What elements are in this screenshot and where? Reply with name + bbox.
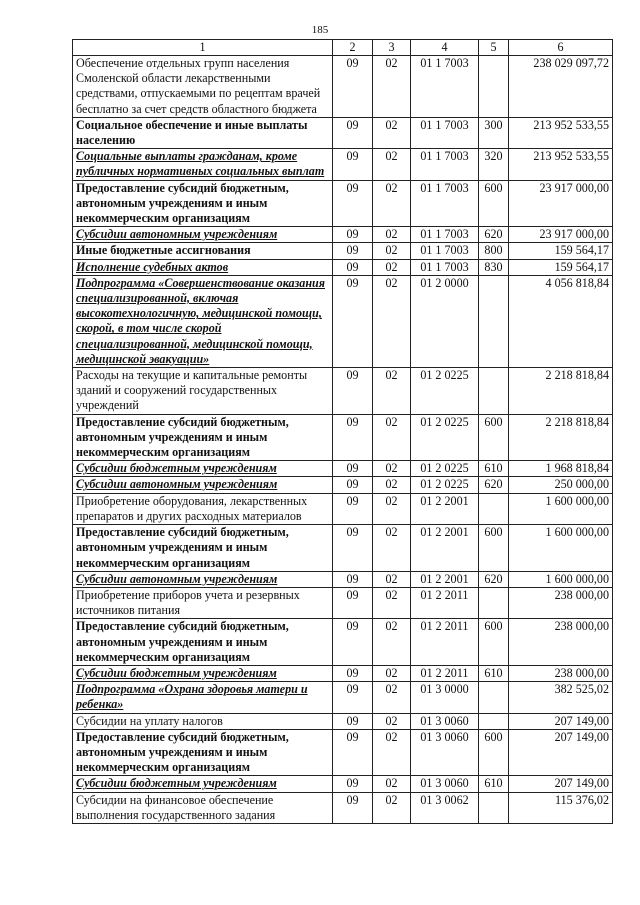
- row-section: 09: [333, 180, 373, 227]
- row-amount: 23 917 000,00: [509, 180, 613, 227]
- row-name: Иные бюджетные ассигнования: [73, 243, 333, 259]
- row-section: 09: [333, 571, 373, 587]
- row-subsection: 02: [373, 776, 411, 792]
- row-section: 09: [333, 776, 373, 792]
- row-name-text: Субсидии бюджетным учреждениям: [76, 665, 277, 680]
- row-expense-type: 620: [479, 227, 509, 243]
- row-expense-type: 320: [479, 149, 509, 180]
- row-name-text: Исполнение судебных актов: [76, 259, 229, 274]
- row-subsection: 02: [373, 180, 411, 227]
- row-section: 09: [333, 461, 373, 477]
- row-expense-type: 610: [479, 461, 509, 477]
- row-amount: 250 000,00: [509, 477, 613, 493]
- row-amount: 2 218 818,84: [509, 368, 613, 415]
- row-name: [73, 477, 333, 493]
- row-target-code: 01 1 7003: [411, 56, 479, 118]
- row-name-text: Субсидии автономным учреждениям: [76, 477, 278, 492]
- row-target-code: 01 3 0062: [411, 792, 479, 823]
- row-expense-type: 600: [479, 180, 509, 227]
- row-target-code: 01 2 2001: [411, 493, 479, 524]
- row-section: 09: [333, 227, 373, 243]
- row-expense-type: 600: [479, 525, 509, 572]
- row-name: Субсидии на уплату налогов: [73, 713, 333, 729]
- row-section: 09: [333, 713, 373, 729]
- column-header: 5: [479, 40, 509, 56]
- row-amount: 4 056 818,84: [509, 275, 613, 367]
- row-section: 09: [333, 525, 373, 572]
- row-name-text: Субсидии автономным учреждениям: [76, 227, 278, 242]
- table-row: [73, 477, 613, 493]
- row-target-code: 01 1 7003: [411, 180, 479, 227]
- table-row: [73, 368, 613, 415]
- row-subsection: 02: [373, 682, 411, 713]
- row-subsection: 02: [373, 275, 411, 367]
- row-section: 09: [333, 682, 373, 713]
- row-expense-type: [479, 792, 509, 823]
- row-target-code: 01 2 0225: [411, 461, 479, 477]
- row-target-code: 01 2 0225: [411, 368, 479, 415]
- row-amount: 238 000,00: [509, 587, 613, 618]
- row-subsection: 02: [373, 149, 411, 180]
- table-row: [73, 713, 613, 729]
- column-header: 4: [411, 40, 479, 56]
- row-subsection: 02: [373, 713, 411, 729]
- table-body: [73, 56, 613, 824]
- row-name: [73, 259, 333, 275]
- row-expense-type: 610: [479, 665, 509, 681]
- header-row: [73, 40, 613, 56]
- row-expense-type: [479, 56, 509, 118]
- row-subsection: 02: [373, 729, 411, 776]
- row-name: Социальное обеспечение и иные выплаты населению: [73, 117, 333, 148]
- row-name-text: Субсидии автономным учреждениям: [76, 571, 278, 586]
- row-name: [73, 227, 333, 243]
- row-amount: 1 968 818,84: [509, 461, 613, 477]
- table-row: [73, 56, 613, 118]
- table-row: [73, 259, 613, 275]
- row-name: [73, 275, 333, 367]
- row-amount: 213 952 533,55: [509, 149, 613, 180]
- row-target-code: 01 2 0225: [411, 414, 479, 461]
- row-subsection: 02: [373, 117, 411, 148]
- table-row: [73, 571, 613, 587]
- table-row: [73, 275, 613, 367]
- row-section: 09: [333, 729, 373, 776]
- row-name: Расходы на текущие и капитальные ремонты зданий и сооружений государственных учреждений: [73, 368, 333, 415]
- table-row: [73, 149, 613, 180]
- row-section: 09: [333, 665, 373, 681]
- row-section: 09: [333, 368, 373, 415]
- column-header: 2: [333, 40, 373, 56]
- row-amount: 238 029 097,72: [509, 56, 613, 118]
- row-subsection: 02: [373, 525, 411, 572]
- table-row: [73, 682, 613, 713]
- row-target-code: 01 3 0060: [411, 776, 479, 792]
- row-amount: 159 564,17: [509, 259, 613, 275]
- row-amount: 238 000,00: [509, 665, 613, 681]
- row-expense-type: [479, 493, 509, 524]
- row-expense-type: 620: [479, 477, 509, 493]
- row-name-text: Подпрограмма «Охрана здоровья матери и ребенка»: [76, 682, 308, 712]
- row-subsection: 02: [373, 477, 411, 493]
- row-amount: 1 600 000,00: [509, 525, 613, 572]
- row-name: [73, 149, 333, 180]
- row-amount: 23 917 000,00: [509, 227, 613, 243]
- row-subsection: 02: [373, 493, 411, 524]
- row-name: Обеспечение отдельных групп населения Смоленской области лекарственными средствами, отпускаемыми по рецептам врачей бесплатно за счет средств областного бюджета: [73, 56, 333, 118]
- row-target-code: 01 2 2001: [411, 571, 479, 587]
- row-target-code: 01 2 0225: [411, 477, 479, 493]
- row-name: Приобретение приборов учета и резервных источников питания: [73, 587, 333, 618]
- row-name-text: Подпрограмма «Совершенствование оказания специализированной, включая высокотехнологичную, медицинской помощи, скорой, в том числе скорой специализированной, медицинской помощи, медицинской эвакуации»: [76, 275, 326, 366]
- row-amount: 238 000,00: [509, 619, 613, 666]
- table-row: [73, 180, 613, 227]
- row-expense-type: [479, 275, 509, 367]
- row-expense-type: [479, 713, 509, 729]
- row-subsection: 02: [373, 227, 411, 243]
- table-row: [73, 227, 613, 243]
- row-target-code: 01 1 7003: [411, 117, 479, 148]
- row-name: Предоставление субсидий бюджетным, автономным учреждениям и иным некоммерческим организациям: [73, 180, 333, 227]
- column-header: 3: [373, 40, 411, 56]
- column-header: 6: [509, 40, 613, 56]
- row-target-code: 01 2 0000: [411, 275, 479, 367]
- row-name-text: Субсидии бюджетным учреждениям: [76, 776, 277, 791]
- row-expense-type: [479, 368, 509, 415]
- row-amount: 1 600 000,00: [509, 571, 613, 587]
- row-section: 09: [333, 477, 373, 493]
- row-expense-type: 610: [479, 776, 509, 792]
- row-target-code: 01 2 2011: [411, 587, 479, 618]
- row-section: 09: [333, 275, 373, 367]
- row-name: [73, 776, 333, 792]
- row-name-text: Социальные выплаты гражданам, кроме публичных нормативных социальных выплат: [76, 149, 325, 179]
- row-amount: 207 149,00: [509, 713, 613, 729]
- row-amount: 115 376,02: [509, 792, 613, 823]
- table-row: [73, 414, 613, 461]
- row-name: [73, 682, 333, 713]
- row-target-code: 01 1 7003: [411, 259, 479, 275]
- row-expense-type: 600: [479, 414, 509, 461]
- table-row: [73, 243, 613, 259]
- row-amount: 207 149,00: [509, 776, 613, 792]
- row-section: 09: [333, 587, 373, 618]
- row-target-code: 01 2 2011: [411, 665, 479, 681]
- row-amount: 159 564,17: [509, 243, 613, 259]
- row-section: 09: [333, 149, 373, 180]
- row-section: 09: [333, 414, 373, 461]
- row-subsection: 02: [373, 665, 411, 681]
- row-subsection: 02: [373, 259, 411, 275]
- row-name: Предоставление субсидий бюджетным, автономным учреждениям и иным некоммерческим организациям: [73, 414, 333, 461]
- table-row: [73, 792, 613, 823]
- row-subsection: 02: [373, 368, 411, 415]
- table-row: [73, 461, 613, 477]
- row-subsection: 02: [373, 619, 411, 666]
- row-target-code: 01 2 2001: [411, 525, 479, 572]
- row-target-code: 01 3 0060: [411, 729, 479, 776]
- row-expense-type: 830: [479, 259, 509, 275]
- table-row: [73, 525, 613, 572]
- row-name: Предоставление субсидий бюджетным, автономным учреждениям и иным некоммерческим организациям: [73, 619, 333, 666]
- table-row: [73, 587, 613, 618]
- table-row: [73, 729, 613, 776]
- table-row: [73, 117, 613, 148]
- row-target-code: 01 1 7003: [411, 243, 479, 259]
- row-target-code: 01 3 0000: [411, 682, 479, 713]
- row-section: 09: [333, 792, 373, 823]
- row-section: 09: [333, 56, 373, 118]
- row-amount: 382 525,02: [509, 682, 613, 713]
- row-section: 09: [333, 243, 373, 259]
- row-expense-type: [479, 682, 509, 713]
- row-expense-type: 600: [479, 619, 509, 666]
- row-name: Предоставление субсидий бюджетным, автономным учреждениям и иным некоммерческим организациям: [73, 525, 333, 572]
- row-section: 09: [333, 259, 373, 275]
- table-row: [73, 665, 613, 681]
- row-expense-type: [479, 587, 509, 618]
- row-section: 09: [333, 493, 373, 524]
- row-name-text: Субсидии бюджетным учреждениям: [76, 461, 277, 476]
- row-target-code: 01 1 7003: [411, 227, 479, 243]
- row-subsection: 02: [373, 587, 411, 618]
- row-subsection: 02: [373, 414, 411, 461]
- row-expense-type: 600: [479, 729, 509, 776]
- row-name: [73, 461, 333, 477]
- row-name: Субсидии на финансовое обеспечение выполнения государственного задания: [73, 792, 333, 823]
- column-header: 1: [73, 40, 333, 56]
- row-subsection: 02: [373, 56, 411, 118]
- row-expense-type: 300: [479, 117, 509, 148]
- budget-table: [72, 39, 613, 824]
- row-subsection: 02: [373, 792, 411, 823]
- row-amount: 207 149,00: [509, 729, 613, 776]
- table-row: [73, 493, 613, 524]
- row-expense-type: 800: [479, 243, 509, 259]
- row-subsection: 02: [373, 461, 411, 477]
- row-subsection: 02: [373, 571, 411, 587]
- row-subsection: 02: [373, 243, 411, 259]
- row-name: Приобретение оборудования, лекарственных препаратов и других расходных материалов: [73, 493, 333, 524]
- row-amount: 2 218 818,84: [509, 414, 613, 461]
- table-row: [73, 776, 613, 792]
- row-name: [73, 571, 333, 587]
- page-number: 185: [311, 24, 329, 36]
- row-target-code: 01 3 0060: [411, 713, 479, 729]
- row-section: 09: [333, 117, 373, 148]
- row-name: Предоставление субсидий бюджетным, автономным учреждениям и иным некоммерческим организациям: [73, 729, 333, 776]
- row-expense-type: 620: [479, 571, 509, 587]
- table-row: [73, 619, 613, 666]
- row-amount: 213 952 533,55: [509, 117, 613, 148]
- row-target-code: 01 1 7003: [411, 149, 479, 180]
- row-name: [73, 665, 333, 681]
- row-target-code: 01 2 2011: [411, 619, 479, 666]
- row-section: 09: [333, 619, 373, 666]
- row-amount: 1 600 000,00: [509, 493, 613, 524]
